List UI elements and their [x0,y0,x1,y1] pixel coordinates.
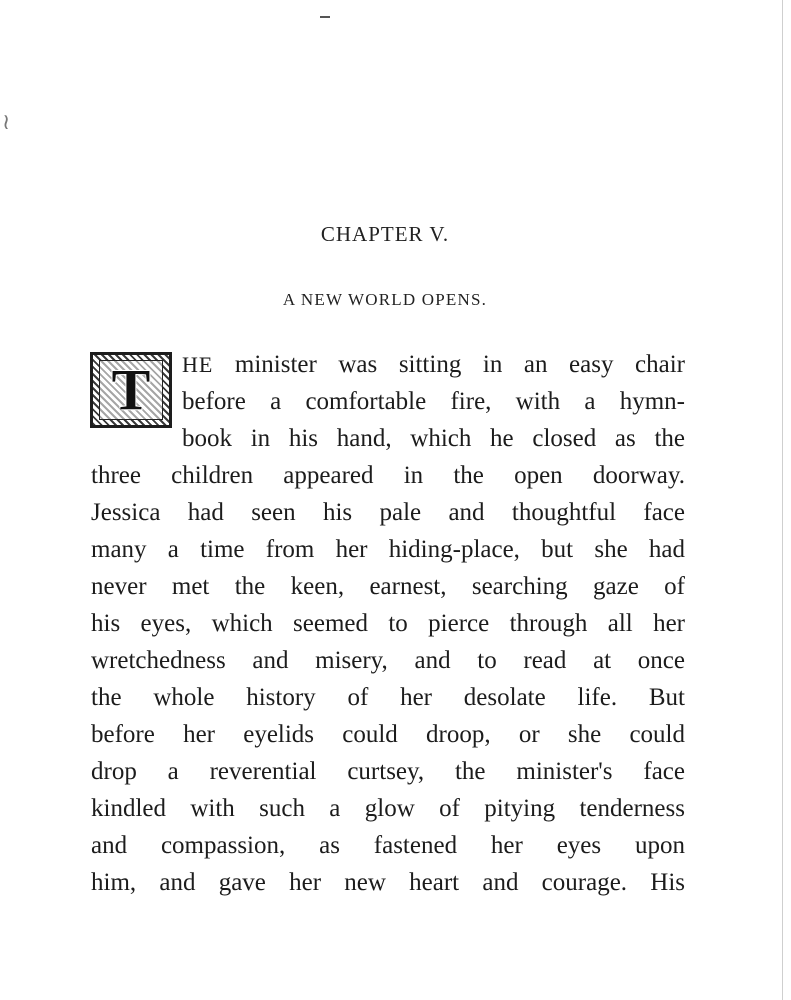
chapter-subtitle: A NEW WORLD OPENS. [282,290,488,309]
text-line: many a time from her hiding-place, but she had [91,536,685,563]
margin-smudge-icon: ≀ [2,110,11,135]
text-line: his eyes, which seemed to pierce through all her [91,610,685,637]
dropcap-letter: T [111,357,151,422]
dropcap-frame [99,357,163,422]
text-line: Jessica had seen his pale and thoughtful face [91,499,685,526]
text-line-content: minister was sitting in an easy chair [213,351,685,378]
text-line: before her eyelids could droop, or she could [91,721,685,748]
text-line: drop a reverential curtsey, the minister's face [91,758,685,785]
chapter-title: CHAPTER V. [320,222,450,246]
text-line: kindled with such a glow of pitying tenderness [91,795,685,822]
text-line: before a comfortable fire, with a hymn- [182,388,685,415]
text-line: three children appeared in the open doorway. [91,462,685,489]
top-print-mark [320,16,330,18]
text-line: wretchedness and misery, and to read at once [91,647,685,674]
text-line: book in his hand, which he closed as the [182,425,685,452]
text-line: the whole history of her desolate life. But [91,684,685,711]
decorative-dropcap-icon [90,352,172,428]
smallcaps-lead: HE [182,352,214,377]
text-line: and compassion, as fastened her eyes upon [91,832,685,859]
text-line: him, and gave her new heart and courage. His [91,869,685,896]
text-line [182,350,685,380]
text-line: never met the keen, earnest, searching gaze of [91,573,685,600]
page-edge-divider [782,0,783,1000]
